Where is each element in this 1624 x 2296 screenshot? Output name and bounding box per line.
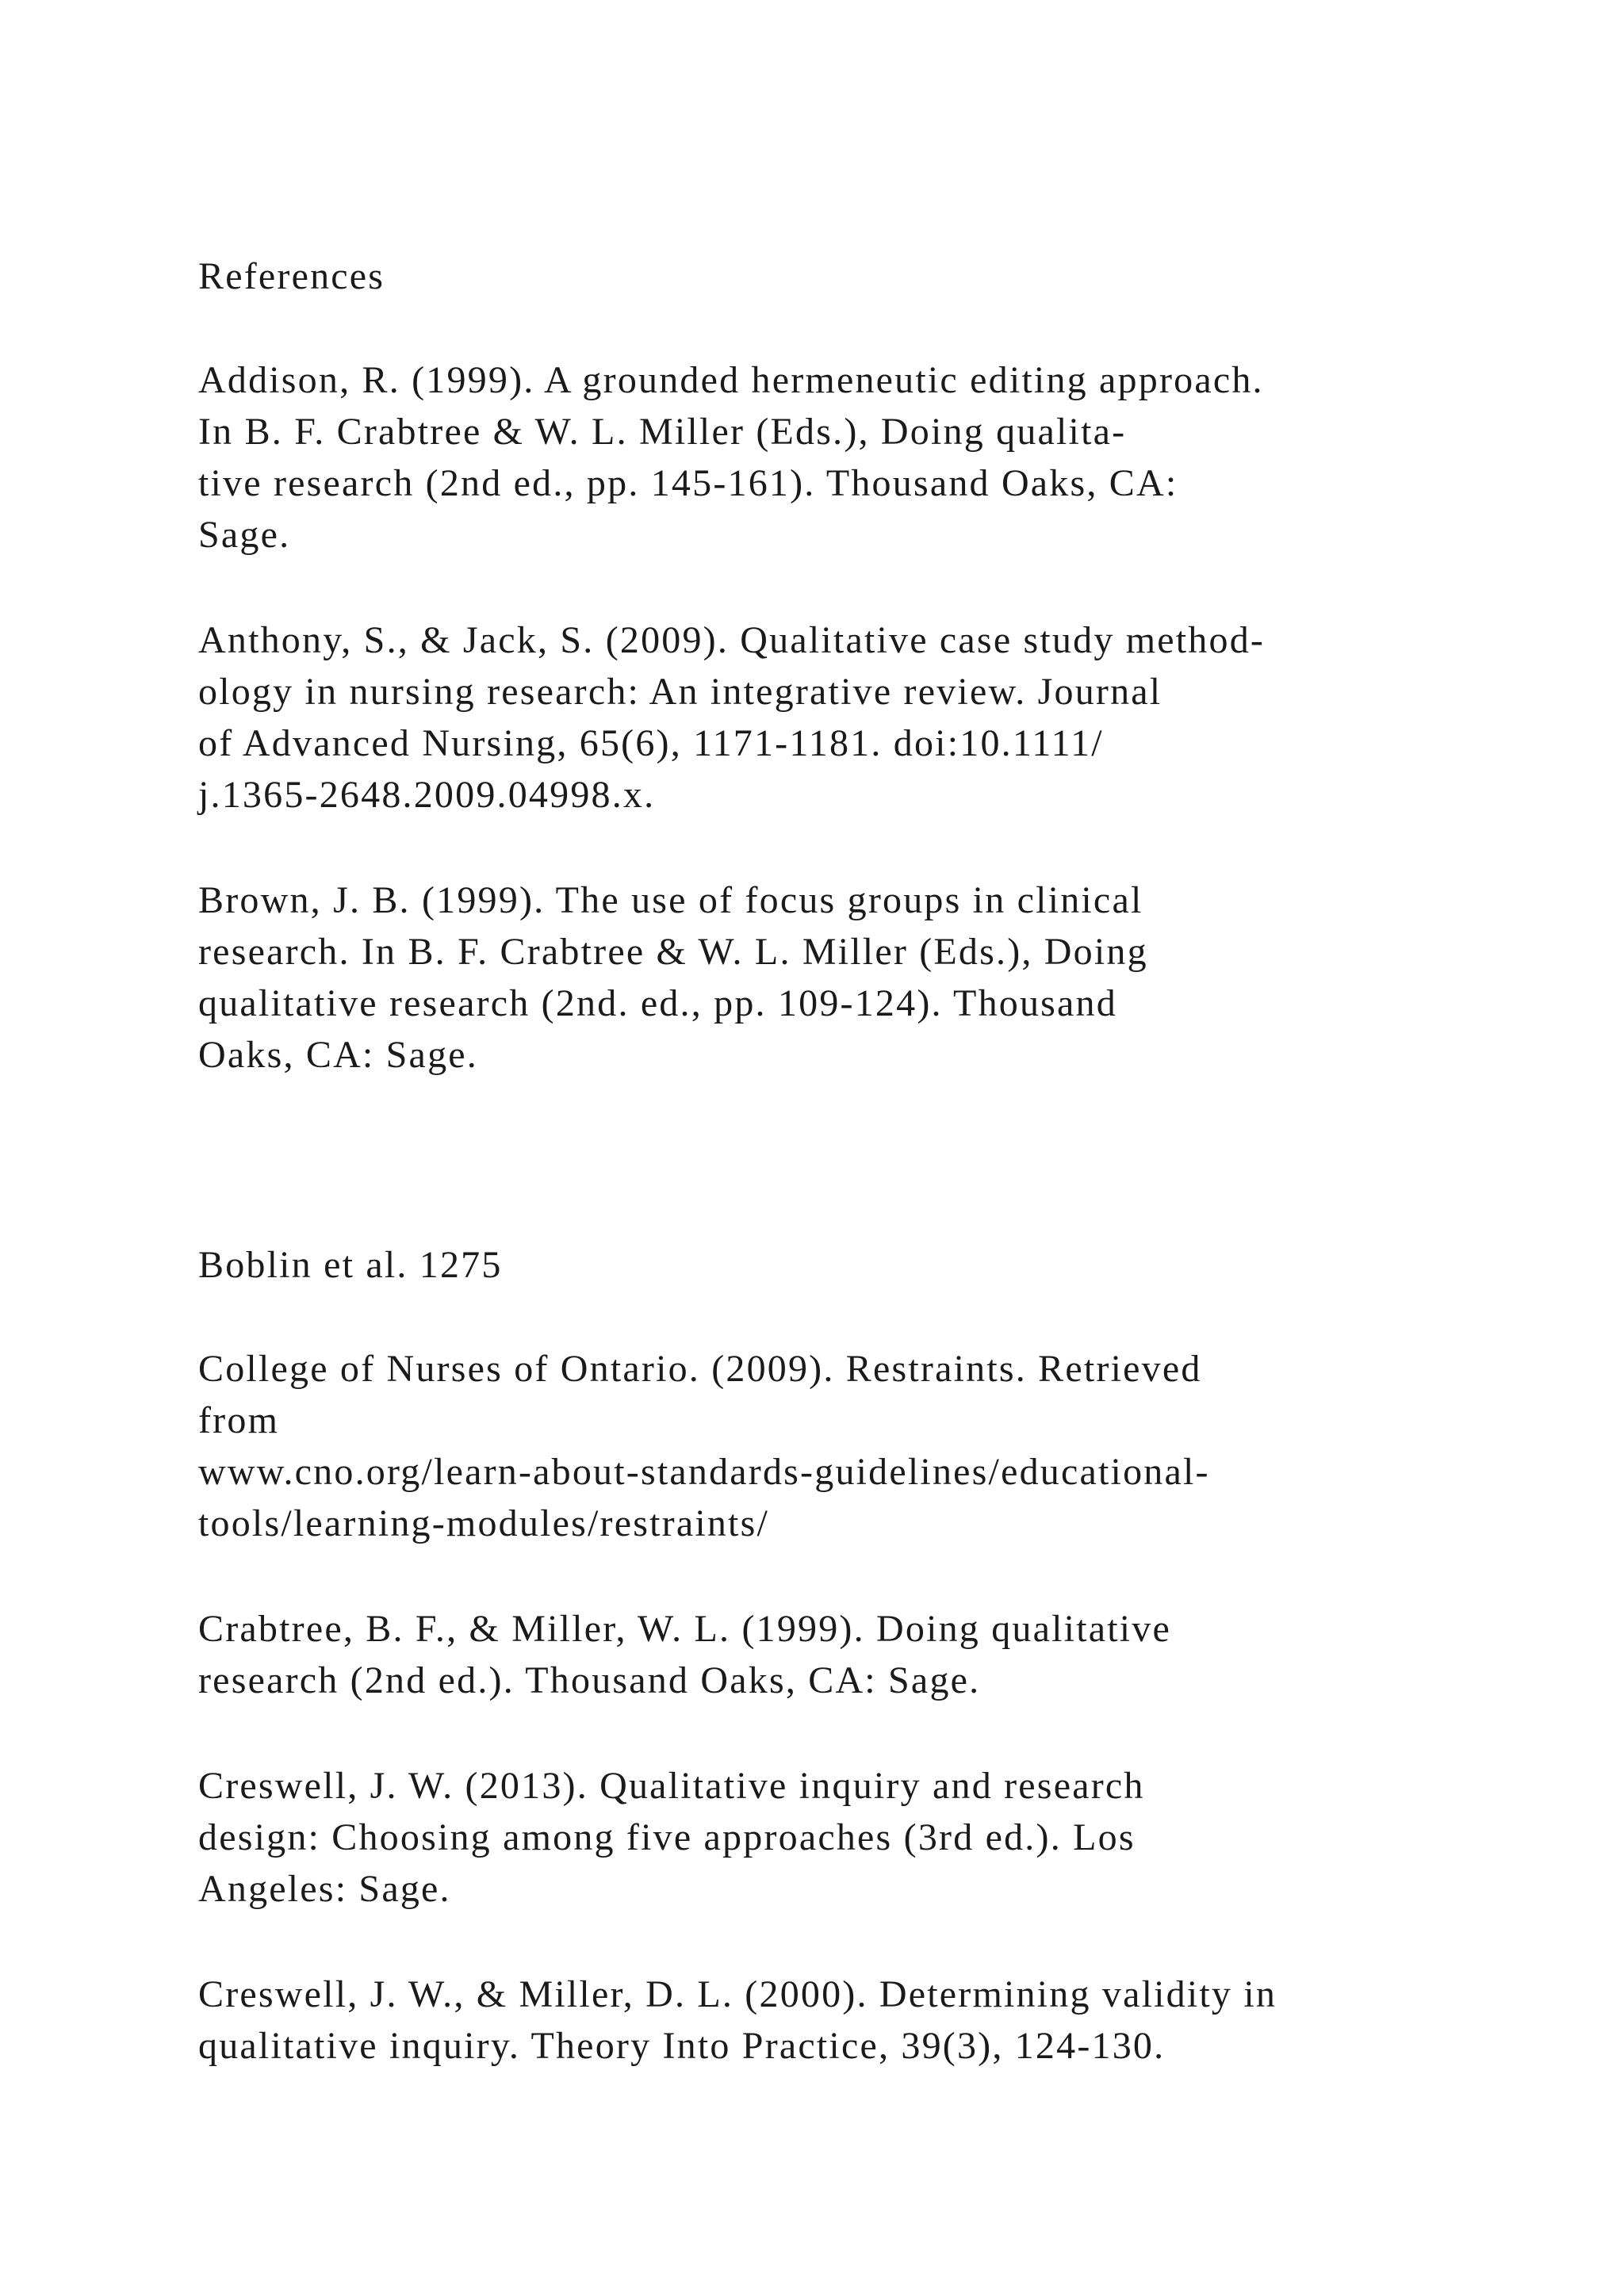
reference-line: j.1365-2648.2009.04998.x. xyxy=(198,774,656,816)
reference-line: In B. F. Crabtree & W. L. Miller (Eds.), Doing qualita- xyxy=(198,411,1127,453)
reference-line: design: Choosing among five approaches (3rd ed.). Los xyxy=(198,1816,1136,1858)
reference-line: qualitative inquiry. Theory Into Practice, 39(3), 124-130. xyxy=(198,2025,1166,2067)
reference-line: Angeles: Sage. xyxy=(198,1868,451,1910)
reference-line: www.cno.org/learn-about-standards-guidelines/educational- xyxy=(198,1451,1210,1493)
reference-line: from xyxy=(198,1399,280,1441)
references-heading: References xyxy=(198,255,385,297)
reference-line: Oaks, CA: Sage. xyxy=(198,1034,478,1076)
reference-line: research (2nd ed.). Thousand Oaks, CA: Sage. xyxy=(198,1659,981,1701)
reference-line: Crabtree, B. F., & Miller, W. L. (1999). Doing qualitative xyxy=(198,1608,1172,1650)
reference-line: research. In B. F. Crabtree & W. L. Miller (Eds.), Doing xyxy=(198,931,1148,973)
reference-line: Creswell, J. W., & Miller, D. L. (2000). Determining validity in xyxy=(198,1973,1277,2015)
reference-line: Addison, R. (1999). A grounded hermeneutic editing approach. xyxy=(198,359,1264,401)
reference-line: Anthony, S., & Jack, S. (2009). Qualitative case study method- xyxy=(198,619,1266,661)
reference-line: tools/learning-modules/restraints/ xyxy=(198,1502,770,1544)
reference-line: Creswell, J. W. (2013). Qualitative inquiry and research xyxy=(198,1765,1145,1807)
reference-line: ology in nursing research: An integrative review. Journal xyxy=(198,671,1162,713)
reference-line: tive research (2nd ed., pp. 145-161). Thousand Oaks, CA: xyxy=(198,462,1178,504)
reference-line: qualitative research (2nd. ed., pp. 109-124). Thousand xyxy=(198,982,1117,1024)
page-footer: Boblin et al. 1275 xyxy=(198,1244,503,1286)
reference-line: Brown, J. B. (1999). The use of focus groups in clinical xyxy=(198,879,1143,921)
reference-line: of Advanced Nursing, 65(6), 1171-1181. doi:10.1111/ xyxy=(198,722,1104,764)
reference-line: College of Nurses of Ontario. (2009). Restraints. Retrieved xyxy=(198,1348,1202,1390)
reference-line: Sage. xyxy=(198,514,291,556)
